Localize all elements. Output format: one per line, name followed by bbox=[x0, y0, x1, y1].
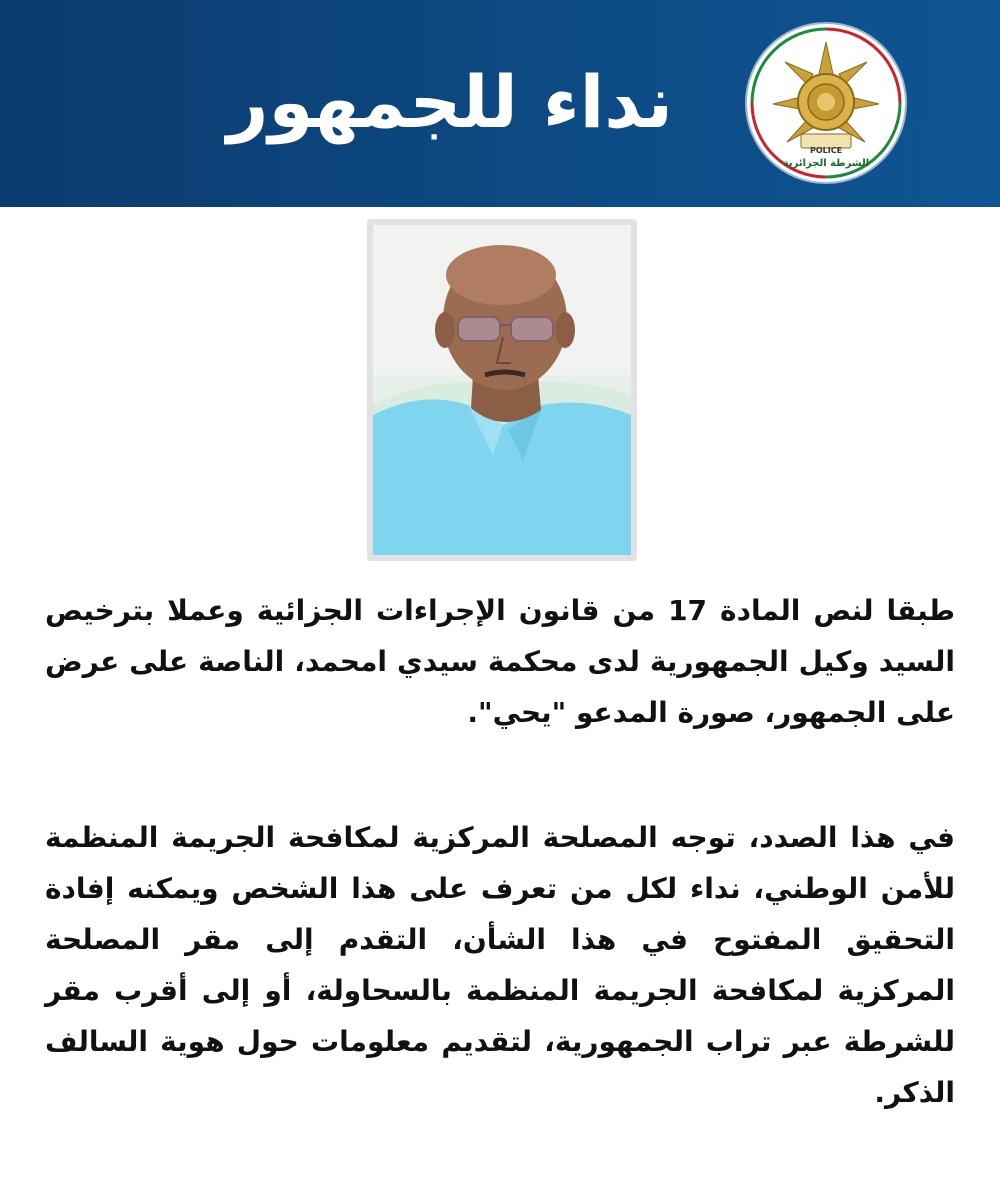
page-title: نداء للجمهور bbox=[227, 60, 673, 144]
paragraph-legal-basis: طبقا لنص المادة 17 من قانون الإجراءات الجزائية وعملا بترخيص السيد وكيل الجمهورية لدى محكمة سيدي امحمد، الناصة على عرض على الجمهور، صورة المدعو "يحي". bbox=[45, 594, 955, 729]
header-banner bbox=[0, 0, 1000, 207]
portrait-icon bbox=[373, 225, 631, 555]
suspect-photo bbox=[367, 219, 637, 561]
emblem-ring-label: الشرطة الجزائرية bbox=[782, 158, 870, 169]
emblem-badge-label: POLICE bbox=[809, 146, 843, 155]
paragraph-appeal: في هذا الصدد، توجه المصلحة المركزية لمكافحة الجريمة المنظمة للأمن الوطني، نداء لكل من تعرف على هذا الشخص ويمكنه إفادة التحقيق المفتوح في هذا الشأن، التقدم إلى مقر المصلحة المركزية لمكافحة الجريمة المنظمة بالسحاولة، أو إلى أقرب مقر للشرطة عبر تراب الجمهورية، لتقديم معلومات حول هوية السالف الذكر. bbox=[45, 821, 955, 1109]
police-emblem bbox=[747, 24, 905, 182]
